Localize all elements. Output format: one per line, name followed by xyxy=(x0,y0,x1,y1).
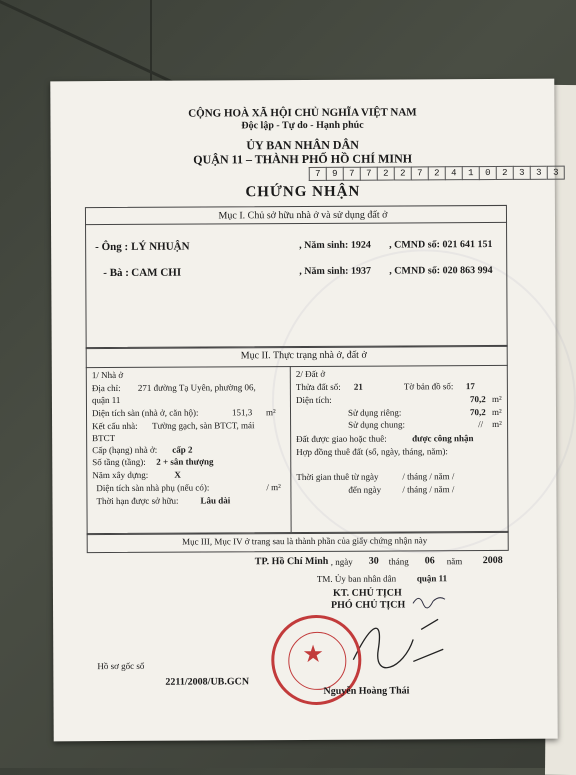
serial-number: 7 9 7 7 2 2 7 2 4 1 0 2 3 3 3 xyxy=(309,166,565,181)
kt-label: KT. CHỦ TỊCH xyxy=(332,587,402,599)
sign-day: 30 xyxy=(368,555,379,567)
floor-area-label: Diện tích sàn (nhà ở, căn hộ): xyxy=(91,407,199,419)
sign-month: 06 xyxy=(424,555,435,567)
land-area-label: Diện tích: xyxy=(295,394,332,406)
nation-heading: CỘNG HOÀ XÃ HỘI CHỦ NGHĨA VIỆT NAM xyxy=(188,106,417,120)
private-use-unit: m² xyxy=(491,406,502,418)
map-value: 17 xyxy=(465,381,475,392)
private-use-value: 70,2 xyxy=(469,407,486,418)
owner2-birth: , Năm sinh: 1937 xyxy=(299,265,371,278)
certificate-title: CHỨNG NHẬN xyxy=(245,183,361,201)
owner1-birth: , Năm sinh: 1924 xyxy=(299,239,371,252)
address-value: 271 đường Tạ Uyên, phường 06, xyxy=(137,382,256,393)
floors-value: 2 + sân thượng xyxy=(156,456,214,467)
house-heading: 1/ Nhà ở xyxy=(91,369,124,381)
sign-day-label: , ngày xyxy=(330,556,353,567)
owner1-name: LÝ NHUẬN xyxy=(131,240,190,253)
land-area-unit: m² xyxy=(491,393,502,405)
section3-note: Mục III, Mục IV ở trang sau là thành phần của giấy chứng nhận này xyxy=(182,535,428,547)
certificate-page xyxy=(50,79,557,742)
floor-area-value: 151,3 xyxy=(231,407,253,418)
owner1-id: , CMND số: 021 641 151 xyxy=(389,239,493,251)
file-record-label: Hồ sơ gốc số xyxy=(97,660,145,672)
grade-value: cấp 2 xyxy=(172,444,193,455)
sign-month-label: tháng xyxy=(388,556,409,567)
position-label: PHÓ CHỦ TỊCH xyxy=(330,599,406,611)
section1-title: Mục I. Chủ sở hữu nhà ở và sử dụng đất ở xyxy=(218,209,388,222)
section2-title: Mục II. Thực trạng nhà ở, đất ở xyxy=(240,349,367,362)
shared-use-label: Sử dụng chung: xyxy=(348,419,405,430)
land-heading: 2/ Đất ở xyxy=(295,368,326,380)
map-label: Tờ bản đồ số: xyxy=(403,381,454,392)
owner2-id: , CMND số: 020 863 994 xyxy=(389,265,493,277)
term-value: Lâu dài xyxy=(200,495,231,506)
owner2-name: CAM CHI xyxy=(131,266,182,279)
official-seal-stamp: ★ xyxy=(271,615,361,705)
tm-value: quận 11 xyxy=(416,573,448,584)
address-value-2: quận 11 xyxy=(91,394,121,406)
address-label: Địa chỉ: xyxy=(91,382,121,394)
land-area-value: 70,2 xyxy=(469,394,486,405)
initials-mark xyxy=(409,591,449,611)
sign-year: 2008 xyxy=(482,554,503,567)
private-use-label: Sử dụng riêng: xyxy=(347,407,402,418)
structure-label: Kết cấu nhà: xyxy=(92,420,138,432)
aux-area-label: Diện tích sàn nhà phụ (nếu có): xyxy=(96,482,210,494)
floors-label: Số tầng (tầng): xyxy=(92,456,146,468)
authority-heading: ỦY BAN NHÂN DÂN xyxy=(246,137,359,153)
shared-use-value: // xyxy=(478,419,484,430)
structure-value: Tường gạch, sàn BTCT, mái xyxy=(152,420,255,431)
floor-area-unit: m² xyxy=(265,407,276,418)
sign-city: TP. Hồ Chí Minh xyxy=(254,555,329,568)
grade-label: Cấp (hạng) nhà ở: xyxy=(92,444,158,456)
year-value: X xyxy=(174,469,181,480)
lease-contract-label: Hợp đồng thuê đất (số, ngày, tháng, năm): xyxy=(296,446,448,458)
owner1-prefix: - Ông : xyxy=(95,240,129,254)
plot-value: 21 xyxy=(353,381,363,392)
sign-year-label: năm xyxy=(446,556,463,567)
file-record-value: 2211/2008/UB.GCN xyxy=(165,676,250,688)
motto: Độc lập - Tự do - Hạnh phúc xyxy=(241,119,364,132)
lease-to-label: đến ngày xyxy=(348,484,382,495)
lease-to-value: / tháng / năm / xyxy=(402,484,455,495)
plot-label: Thửa đất số: xyxy=(295,381,341,393)
owner2-prefix: - Bà : xyxy=(103,266,129,280)
allocation-label: Đất được giao hoặc thuê: xyxy=(296,433,387,445)
lease-from-label: Thời gian thuê từ ngày xyxy=(296,471,379,483)
allocation-value: được công nhận xyxy=(412,433,474,444)
aux-area-unit: / m² xyxy=(266,482,281,493)
term-label: Thời hạn được sở hữu: xyxy=(96,495,179,507)
signer-name: Nguyễn Hoàng Thái xyxy=(323,685,410,697)
district-heading: QUẬN 11 – THÀNH PHỐ HỒ CHÍ MINH xyxy=(193,151,413,167)
shared-use-unit: m² xyxy=(492,418,502,430)
structure-value-2: BTCT xyxy=(92,432,116,444)
tm-label: TM. Ủy ban nhân dân xyxy=(316,573,397,584)
year-label: Năm xây dựng: xyxy=(92,469,149,481)
lease-from-value: / tháng / năm / xyxy=(402,471,455,482)
